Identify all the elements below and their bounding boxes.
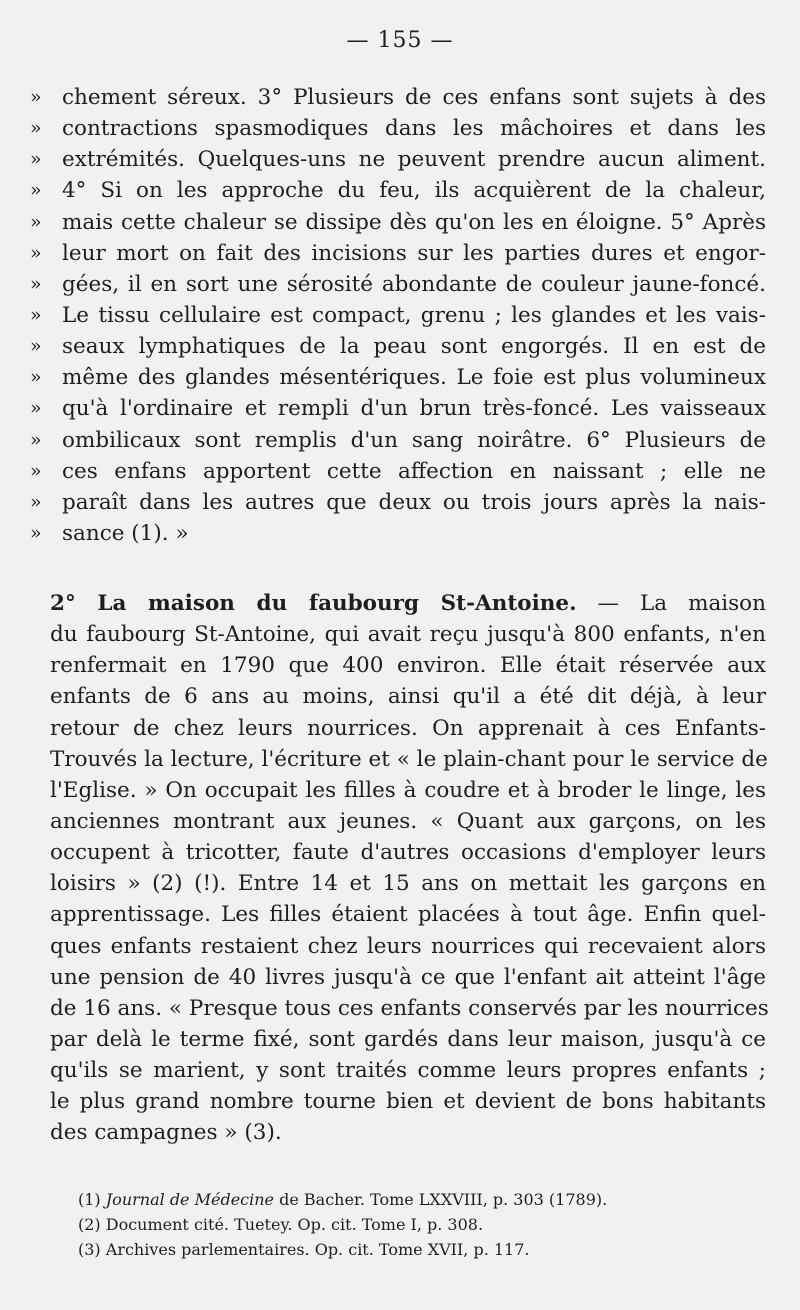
paragraph-line: enfants de 6 ans au moins, ainsi qu'il a été dit déjà, à leur xyxy=(50,684,766,710)
paragraph-line: le plus grand nombre tourne bien et devient de bons habitants xyxy=(50,1089,766,1115)
footnote-text: Document cité. Tuetey. Op. cit. Tome I, p. 308. xyxy=(100,1215,484,1234)
paragraph-line: l'Eglise. » On occupait les filles à coudre et à broder le linge, les xyxy=(50,777,766,803)
quote-line-text: sance (1). » xyxy=(62,520,189,546)
section-heading: 2° La maison du faubourg St-Antoine. xyxy=(50,591,577,616)
quoted-passage xyxy=(30,82,766,549)
quote-line-text: 4° Si on les approche du feu, ils acquièrent de la chaleur, xyxy=(62,178,766,204)
paragraph-line: retour de chez leurs nourrices. On apprenait à ces Enfants- xyxy=(50,715,766,741)
section-faubourg-st-antoine xyxy=(50,588,769,1149)
footnote xyxy=(78,1212,768,1237)
footnote xyxy=(78,1187,768,1212)
quote-line-text: contractions spasmodiques dans les mâchoires et dans les xyxy=(62,116,766,142)
quote-line xyxy=(30,113,766,144)
quote-line xyxy=(30,238,766,269)
quote-line xyxy=(30,175,766,206)
footnote-number: (3) xyxy=(78,1240,101,1259)
quote-line-text: ombilicaux sont remplis d'un sang noirâtre. 6° Plusieurs de xyxy=(62,427,766,453)
quote-line-text: paraît dans les autres que deux ou trois jours après la nais- xyxy=(62,489,766,515)
paragraph-line: apprentissage. Les filles étaient placées à tout âge. Enfin quel- xyxy=(50,902,766,928)
paragraph-line: qu'ils se marient, y sont traités comme leurs propres enfants ; xyxy=(50,1058,766,1084)
footnote-number: (1) xyxy=(78,1190,101,1209)
paragraph-line: une pension de 40 livres jusqu'à ce que l'enfant ait atteint l'âge xyxy=(50,964,766,990)
footnote-text: Archives parlementaires. Op. cit. Tome XVII, p. 117. xyxy=(100,1240,530,1259)
footnote-journal-title: Journal de Médecine xyxy=(105,1190,275,1209)
paragraph-line: Trouvés la lecture, l'écriture et « le plain-chant pour le service de xyxy=(50,746,768,772)
quote-line-text: gées, il en sort une sérosité abondante de couleur jaune-foncé. xyxy=(62,271,766,297)
quote-line xyxy=(30,82,766,113)
paragraph-line: loisirs » (2) (!). Entre 14 et 15 ans on mettait les garçons en xyxy=(50,871,766,897)
quote-mark: » xyxy=(30,148,42,171)
quote-mark: » xyxy=(30,459,42,482)
footnote-text: de Bacher. Tome LXXVIII, p. 303 (1789). xyxy=(274,1190,608,1209)
quote-line xyxy=(30,207,766,238)
paragraph-line: du faubourg St-Antoine, qui avait reçu jusqu'à 800 enfants, n'en xyxy=(50,622,766,648)
quote-line-text: leur mort on fait des incisions sur les parties dures et engor- xyxy=(62,240,766,266)
quote-line xyxy=(30,425,766,456)
quote-line xyxy=(30,487,766,518)
quote-line xyxy=(30,362,766,393)
paragraph-line: occupent à tricotter, faute d'autres occasions d'employer leurs xyxy=(50,840,766,866)
quote-line xyxy=(30,144,766,175)
paragraph-line: renfermait en 1790 que 400 environ. Elle était réservée aux xyxy=(50,653,766,679)
quote-line-text: même des glandes mésentériques. Le foie est plus volumineux xyxy=(62,365,766,391)
quote-mark: » xyxy=(30,521,42,544)
quote-line xyxy=(30,300,766,331)
paragraph-line: anciennes montrant aux jeunes. « Quant aux garçons, on les xyxy=(50,808,766,834)
quote-line-text: qu'à l'ordinaire et rempli d'un brun très-foncé. Les vaisseaux xyxy=(62,396,766,422)
quote-mark: » xyxy=(30,117,42,140)
quote-mark: » xyxy=(30,272,42,295)
quote-mark: » xyxy=(30,335,42,358)
paragraph-line: par delà le terme fixé, sont gardés dans leur maison, jusqu'à ce xyxy=(50,1026,766,1052)
quote-mark: » xyxy=(30,490,42,513)
quote-mark: » xyxy=(30,241,42,264)
quote-line xyxy=(30,269,766,300)
footnotes xyxy=(78,1187,768,1262)
quote-line-text: Le tissu cellulaire est compact, grenu ; les glandes et les vais- xyxy=(62,302,766,328)
quote-line-text: ces enfans apportent cette affection en naissant ; elle ne xyxy=(62,458,766,484)
quote-line-text: mais cette chaleur se dissipe dès qu'on les en éloigne. 5° Après xyxy=(62,209,766,235)
quote-line-text: chement séreux. 3° Plusieurs de ces enfans sont sujets à des xyxy=(62,85,766,110)
paragraph-line: de 16 ans. « Presque tous ces enfants conservés par les nourrices xyxy=(50,995,769,1021)
quote-mark: » xyxy=(30,366,42,389)
quote-line xyxy=(30,393,766,424)
paragraph-line: des campagnes » (3). xyxy=(50,1120,282,1146)
quote-line xyxy=(30,456,766,487)
quote-line xyxy=(30,331,766,362)
quote-line-text: seaux lymphatiques de la peau sont engorgés. Il en est de xyxy=(62,334,766,360)
footnote-number: (2) xyxy=(78,1215,101,1234)
quote-mark: » xyxy=(30,428,42,451)
section-heading-line xyxy=(50,588,766,619)
page-number: — 155 — xyxy=(346,28,454,53)
paragraph-line: ques enfants restaient chez leurs nourrices qui recevaient alors xyxy=(50,933,766,959)
quote-mark: » xyxy=(30,303,42,326)
footnote xyxy=(78,1237,768,1262)
section-heading-continuation: — La maison xyxy=(576,591,766,616)
quote-mark: » xyxy=(30,179,42,202)
quote-mark: » xyxy=(30,210,42,233)
quote-line xyxy=(30,518,766,549)
quote-mark: » xyxy=(30,397,42,420)
quote-line-text: extrémités. Quelques-uns ne peuvent prendre aucun aliment. xyxy=(62,147,766,173)
quote-mark: » xyxy=(30,86,42,108)
